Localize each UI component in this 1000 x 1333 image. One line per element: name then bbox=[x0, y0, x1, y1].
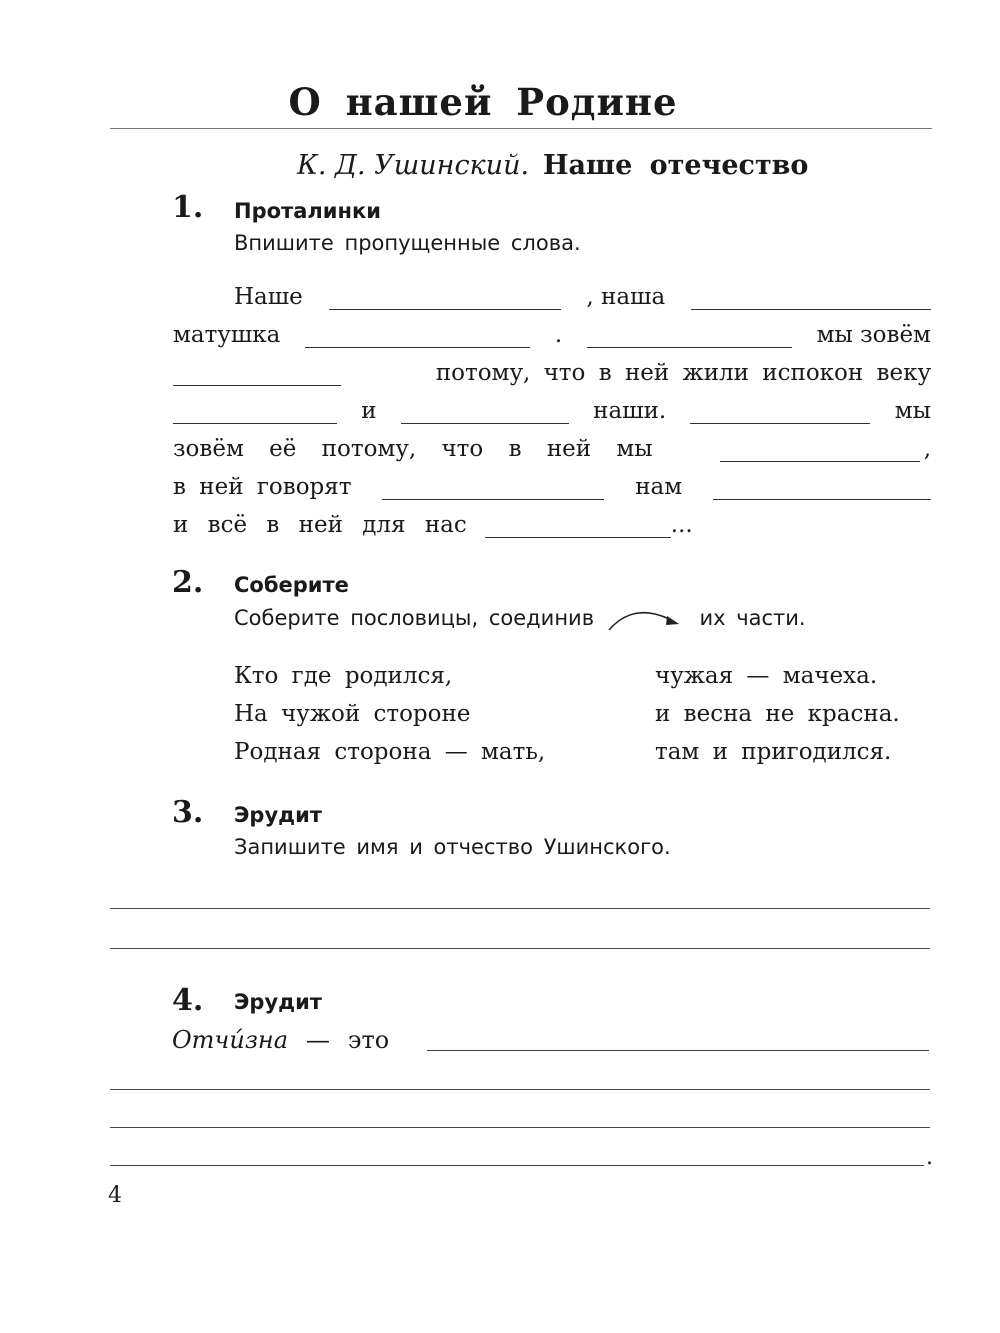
fill-row-1 bbox=[234, 280, 931, 310]
answer-line[interactable] bbox=[110, 948, 930, 949]
task-3-title: Эрудит bbox=[234, 803, 322, 827]
proverb-left-3[interactable]: Родная сторона — мать, bbox=[234, 739, 546, 765]
proverb-right-2[interactable]: и весна не красна. bbox=[655, 701, 900, 727]
text-word: ... bbox=[670, 512, 693, 538]
answer-line[interactable] bbox=[110, 1127, 930, 1128]
text-word: , наша bbox=[586, 284, 666, 310]
task-1-number: 1. bbox=[172, 190, 204, 225]
term-dash: — bbox=[306, 1026, 331, 1054]
text-word: . bbox=[554, 322, 563, 348]
proverb-right-3[interactable]: там и пригодился. bbox=[655, 739, 892, 765]
blank-field[interactable] bbox=[485, 515, 671, 538]
text-word: наши. bbox=[593, 398, 667, 424]
blank-field[interactable] bbox=[173, 363, 341, 386]
end-period: . bbox=[926, 1145, 933, 1170]
author-name: К. Д. Ушинский. bbox=[297, 150, 530, 181]
task-2-title: Соберите bbox=[234, 573, 349, 597]
text-word: зовём её потому, что в ней мы bbox=[173, 436, 653, 462]
fill-row-3 bbox=[173, 356, 931, 386]
proverb-left-2[interactable]: На чужой стороне bbox=[234, 701, 471, 727]
title-divider bbox=[110, 128, 932, 129]
proverb-right-1[interactable]: чужая — мачеха. bbox=[655, 663, 878, 689]
text-word: матушка bbox=[173, 322, 281, 348]
story-title: Наше отечество bbox=[543, 150, 809, 181]
blank-field[interactable] bbox=[691, 287, 931, 310]
text-word: потому, что в ней жили испокон веку bbox=[435, 360, 931, 386]
fill-row-7 bbox=[173, 508, 931, 538]
definition-line[interactable] bbox=[427, 1050, 929, 1051]
curved-arrow-icon bbox=[605, 604, 689, 634]
fill-row-2 bbox=[173, 318, 931, 348]
text-word: мы bbox=[894, 398, 931, 424]
instruction-text: их части. bbox=[699, 606, 806, 630]
blank-field[interactable] bbox=[690, 401, 870, 424]
text-word: нам bbox=[635, 474, 683, 500]
blank-field[interactable] bbox=[713, 477, 931, 500]
blank-field[interactable] bbox=[382, 477, 604, 500]
fill-row-4 bbox=[173, 394, 931, 424]
text-word: в ней говорят bbox=[173, 474, 352, 500]
blank-field[interactable] bbox=[720, 439, 920, 462]
blank-field[interactable] bbox=[305, 325, 530, 348]
answer-line[interactable] bbox=[110, 908, 930, 909]
story-heading bbox=[297, 150, 808, 181]
task-4-title: Эрудит bbox=[234, 990, 322, 1014]
text-word: и bbox=[361, 398, 377, 424]
proverb-left-1[interactable]: Кто где родился, bbox=[234, 663, 453, 689]
answer-line[interactable] bbox=[110, 1165, 924, 1166]
term-suffix: это bbox=[348, 1026, 390, 1054]
task-2-instruction bbox=[234, 604, 806, 634]
term-word: Отчи́зна bbox=[172, 1026, 289, 1054]
task-4-number: 4. bbox=[172, 983, 204, 1018]
blank-field[interactable] bbox=[329, 287, 561, 310]
task-3-number: 3. bbox=[172, 795, 204, 830]
page-title: О нашей Родине bbox=[288, 80, 678, 124]
text-word: и всё в ней для нас bbox=[173, 512, 467, 538]
task-1-instruction: Впишите пропущенные слова. bbox=[234, 231, 581, 255]
text-word: мы зовём bbox=[816, 322, 931, 348]
instruction-text: Соберите пословицы, соединив bbox=[234, 606, 595, 630]
blank-field[interactable] bbox=[401, 401, 569, 424]
blank-field[interactable] bbox=[587, 325, 792, 348]
page-number: 4 bbox=[108, 1183, 122, 1208]
task-4-definition bbox=[172, 1026, 389, 1054]
task-1-title: Проталинки bbox=[234, 199, 381, 223]
task-3-instruction: Запишите имя и отчество Ушинского. bbox=[234, 835, 671, 859]
blank-field[interactable] bbox=[173, 401, 337, 424]
fill-row-5 bbox=[173, 432, 931, 462]
answer-line[interactable] bbox=[110, 1089, 930, 1090]
text-word: , bbox=[923, 436, 931, 462]
text-word: Наше bbox=[234, 284, 303, 310]
fill-row-6 bbox=[173, 470, 931, 500]
task-2-number: 2. bbox=[172, 565, 204, 600]
